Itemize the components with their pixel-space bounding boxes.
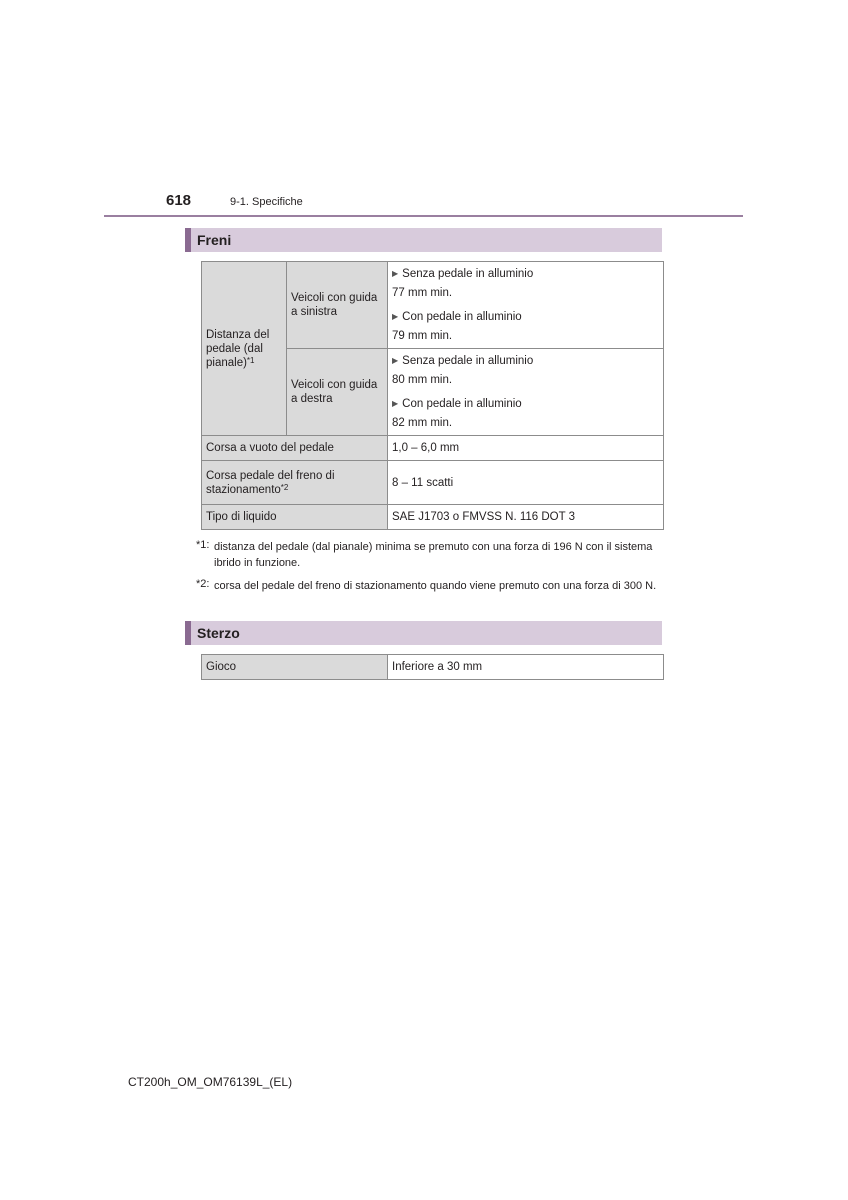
list-item — [392, 397, 659, 411]
table-row — [202, 262, 664, 349]
pedal-distance-label-cell — [202, 262, 287, 436]
rhd-label: Veicoli con guida a destra — [291, 379, 378, 405]
rhd-value-2: 82 mm min. — [392, 417, 453, 429]
rhd-option-2: Con pedale in alluminio — [402, 398, 522, 410]
brakes-title: Freni — [197, 232, 232, 248]
lhd-value-2: 79 mm min. — [392, 330, 453, 342]
table-row — [202, 655, 664, 680]
brakes-spec-table — [201, 261, 664, 530]
document-id: CT200h_OM_OM76139L_(EL) — [128, 1075, 293, 1089]
free-play-value: 1,0 – 6,0 mm — [388, 436, 664, 461]
triangle-bullet-icon: ▶ — [392, 312, 399, 321]
steering-play-label: Gioco — [202, 655, 388, 680]
header-divider — [104, 215, 743, 217]
steering-title: Sterzo — [197, 625, 240, 641]
footnote-2-marker: *2: — [196, 578, 210, 590]
rhd-value-1: 80 mm min. — [392, 374, 453, 386]
list-item — [392, 310, 659, 324]
section-reference: 9-1. Specifiche — [230, 196, 303, 208]
table-row — [202, 505, 664, 530]
parking-travel-value: 8 – 11 scatti — [388, 461, 664, 505]
fluid-type-value: SAE J1703 o FMVSS N. 116 DOT 3 — [388, 505, 664, 530]
triangle-bullet-icon: ▶ — [392, 356, 399, 365]
lhd-values-cell — [388, 262, 664, 349]
footnote-1 — [196, 539, 664, 571]
triangle-bullet-icon: ▶ — [392, 399, 399, 408]
rhd-values-cell — [388, 349, 664, 436]
lhd-option-2: Con pedale in alluminio — [402, 311, 522, 323]
page-number: 618 — [166, 192, 192, 209]
lhd-option-1: Senza pedale in alluminio — [402, 268, 534, 280]
footnote-1-text: distanza del pedale (dal pianale) minima se premuto con una forza di 196 N con il sistema ibrido in funzione. — [214, 541, 653, 569]
steering-section-heading — [185, 621, 662, 645]
parking-travel-label: Corsa pedale del freno di stazionamento — [206, 469, 335, 496]
footnote-ref-1: *1 — [246, 355, 255, 365]
list-item — [392, 267, 659, 281]
steering-play-value: Inferiore a 30 mm — [388, 655, 664, 680]
lhd-value-1: 77 mm min. — [392, 287, 453, 299]
free-play-label: Corsa a vuoto del pedale — [202, 436, 388, 461]
rhd-label-cell — [287, 349, 388, 436]
footnote-ref-2: *2 — [280, 482, 289, 492]
brakes-section-heading — [185, 228, 662, 252]
steering-spec-table — [201, 654, 664, 680]
lhd-label: Veicoli con guida a sinistra — [291, 292, 378, 318]
fluid-type-label: Tipo di liquido — [202, 505, 388, 530]
rhd-option-1: Senza pedale in alluminio — [402, 355, 534, 367]
table-row — [202, 461, 664, 505]
triangle-bullet-icon: ▶ — [392, 269, 399, 278]
footnote-2-text: corsa del pedale del freno di stazionamento quando viene premuto con una forza di 300 N. — [214, 580, 657, 592]
lhd-label-cell — [287, 262, 388, 349]
list-item — [392, 354, 659, 368]
parking-travel-label-cell — [202, 461, 388, 505]
footnote-1-marker: *1: — [196, 539, 210, 551]
footnote-2 — [196, 578, 664, 594]
pedal-distance-label: Distanza del pedale (dal pianale) — [206, 328, 270, 369]
table-row — [202, 436, 664, 461]
